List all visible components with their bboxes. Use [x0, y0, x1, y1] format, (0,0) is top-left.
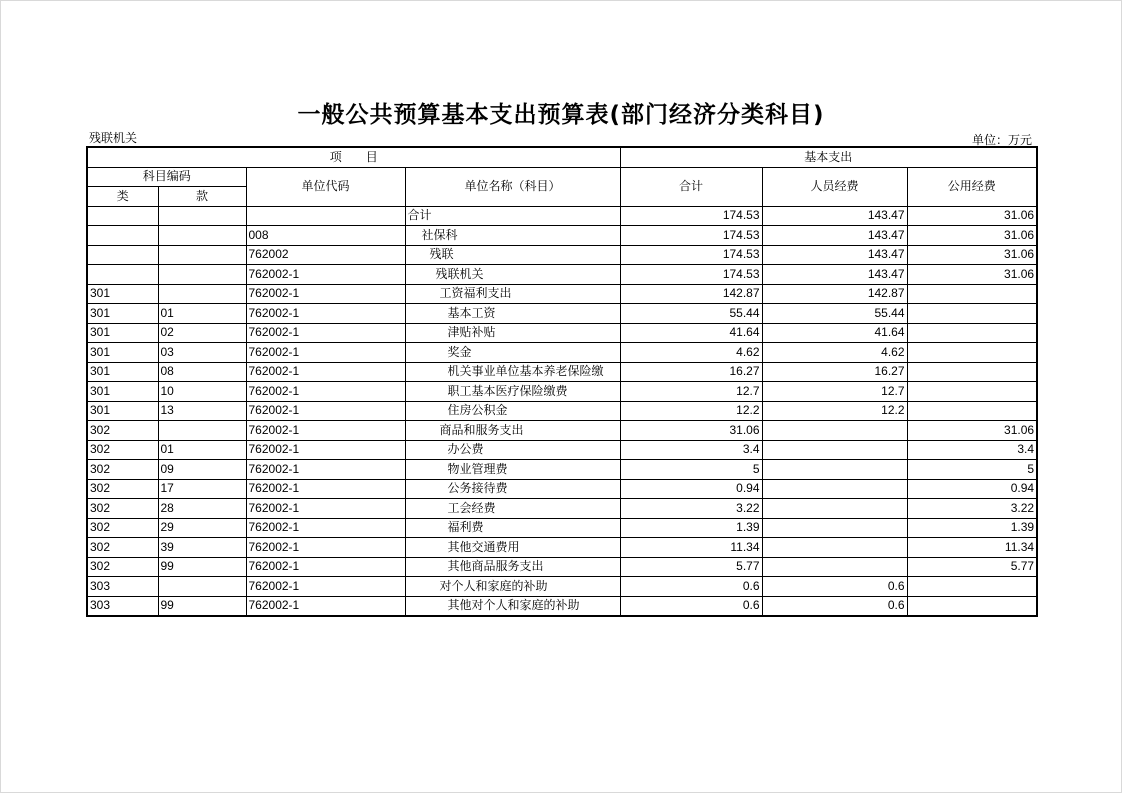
section-cell: 10	[158, 382, 246, 402]
total-cell: 3.4	[620, 440, 762, 460]
unit-name-cell: 其他商品服务支出	[405, 557, 620, 577]
section-cell: 29	[158, 518, 246, 538]
total-cell: 0.94	[620, 479, 762, 499]
public-cell: 31.06	[907, 226, 1037, 246]
category-cell	[87, 206, 158, 226]
unit-code-cell: 762002-1	[246, 284, 405, 304]
section-cell: 09	[158, 460, 246, 480]
table-row	[87, 499, 1037, 519]
header-unit-name: 单位名称（科目）	[405, 167, 620, 206]
personnel-cell: 142.87	[762, 284, 907, 304]
public-cell: 31.06	[907, 245, 1037, 265]
total-cell: 16.27	[620, 362, 762, 382]
table-row	[87, 304, 1037, 324]
public-cell: 3.22	[907, 499, 1037, 519]
category-cell: 302	[87, 460, 158, 480]
category-cell: 301	[87, 382, 158, 402]
table-row	[87, 343, 1037, 363]
public-cell	[907, 577, 1037, 597]
budget-table	[86, 146, 1038, 617]
category-cell: 301	[87, 362, 158, 382]
section-cell	[158, 265, 246, 285]
personnel-cell	[762, 538, 907, 558]
total-cell: 5.77	[620, 557, 762, 577]
section-cell	[158, 206, 246, 226]
category-cell	[87, 265, 158, 285]
personnel-cell: 12.7	[762, 382, 907, 402]
public-cell	[907, 401, 1037, 421]
table-row	[87, 265, 1037, 285]
total-cell: 11.34	[620, 538, 762, 558]
personnel-cell: 16.27	[762, 362, 907, 382]
section-cell	[158, 421, 246, 441]
table-row	[87, 479, 1037, 499]
unit-name-cell: 社保科	[405, 226, 620, 246]
personnel-cell	[762, 518, 907, 538]
public-cell: 31.06	[907, 265, 1037, 285]
unit-name-cell: 办公费	[405, 440, 620, 460]
total-cell: 31.06	[620, 421, 762, 441]
unit-name-cell: 津贴补贴	[405, 323, 620, 343]
table-row	[87, 284, 1037, 304]
unit-name-cell: 福利费	[405, 518, 620, 538]
unit-name-cell: 基本工资	[405, 304, 620, 324]
total-cell: 55.44	[620, 304, 762, 324]
page-title: 一般公共预算基本支出预算表(部门经济分类科目)	[297, 102, 825, 128]
category-cell: 301	[87, 304, 158, 324]
personnel-cell: 12.2	[762, 401, 907, 421]
unit-code-cell: 762002-1	[246, 479, 405, 499]
category-cell: 302	[87, 479, 158, 499]
public-cell: 31.06	[907, 421, 1037, 441]
unit-name-cell: 物业管理费	[405, 460, 620, 480]
table-row	[87, 382, 1037, 402]
header-basic-expense: 基本支出	[620, 147, 1037, 167]
unit-code-cell: 762002-1	[246, 265, 405, 285]
unit-code-cell: 762002-1	[246, 401, 405, 421]
personnel-cell	[762, 479, 907, 499]
organization-label: 残联机关	[89, 131, 138, 145]
public-cell	[907, 304, 1037, 324]
category-cell: 302	[87, 421, 158, 441]
unit-name-cell: 职工基本医疗保险缴费	[405, 382, 620, 402]
total-cell: 5	[620, 460, 762, 480]
header-row-1	[87, 147, 1037, 167]
personnel-cell: 55.44	[762, 304, 907, 324]
section-cell: 39	[158, 538, 246, 558]
unit-code-cell: 762002-1	[246, 577, 405, 597]
public-cell: 5.77	[907, 557, 1037, 577]
category-cell: 303	[87, 596, 158, 616]
total-cell: 12.2	[620, 401, 762, 421]
personnel-cell	[762, 421, 907, 441]
unit-code-cell	[246, 206, 405, 226]
personnel-cell: 143.47	[762, 265, 907, 285]
table-row	[87, 323, 1037, 343]
unit-label: 单位：万元	[971, 133, 1032, 147]
table-row	[87, 362, 1037, 382]
unit-code-cell: 762002-1	[246, 382, 405, 402]
personnel-cell	[762, 440, 907, 460]
unit-name-cell: 残联机关	[405, 265, 620, 285]
category-cell: 303	[87, 577, 158, 597]
table-row	[87, 401, 1037, 421]
unit-code-cell: 762002-1	[246, 304, 405, 324]
unit-name-cell: 工会经费	[405, 499, 620, 519]
public-cell: 11.34	[907, 538, 1037, 558]
unit-code-cell: 762002-1	[246, 421, 405, 441]
personnel-cell	[762, 499, 907, 519]
public-cell	[907, 343, 1037, 363]
category-cell: 301	[87, 401, 158, 421]
unit-name-cell: 住房公积金	[405, 401, 620, 421]
header-row-2	[87, 167, 1037, 187]
unit-code-cell: 762002-1	[246, 343, 405, 363]
personnel-cell	[762, 557, 907, 577]
section-cell: 03	[158, 343, 246, 363]
header-subject-code: 科目编码	[87, 167, 246, 187]
total-cell: 174.53	[620, 226, 762, 246]
public-cell	[907, 362, 1037, 382]
total-cell: 4.62	[620, 343, 762, 363]
category-cell: 302	[87, 499, 158, 519]
table-row	[87, 226, 1037, 246]
public-cell: 3.4	[907, 440, 1037, 460]
total-cell: 174.53	[620, 245, 762, 265]
category-cell: 302	[87, 440, 158, 460]
unit-name-cell: 其他对个人和家庭的补助	[405, 596, 620, 616]
category-cell: 301	[87, 323, 158, 343]
header-personnel: 人员经费	[762, 167, 907, 206]
section-cell: 99	[158, 596, 246, 616]
unit-name-cell: 对个人和家庭的补助	[405, 577, 620, 597]
header-total: 合计	[620, 167, 762, 206]
section-cell: 01	[158, 304, 246, 324]
total-cell: 174.53	[620, 265, 762, 285]
unit-code-cell: 762002-1	[246, 323, 405, 343]
unit-name-cell: 公务接待费	[405, 479, 620, 499]
table-row	[87, 557, 1037, 577]
personnel-cell	[762, 460, 907, 480]
unit-code-cell: 762002	[246, 245, 405, 265]
header-section: 款	[158, 187, 246, 207]
total-cell: 41.64	[620, 323, 762, 343]
unit-code-cell: 762002-1	[246, 518, 405, 538]
personnel-cell: 143.47	[762, 245, 907, 265]
section-cell: 01	[158, 440, 246, 460]
public-cell	[907, 323, 1037, 343]
unit-code-cell: 762002-1	[246, 538, 405, 558]
category-cell: 302	[87, 518, 158, 538]
unit-code-cell: 762002-1	[246, 460, 405, 480]
unit-code-cell: 762002-1	[246, 557, 405, 577]
unit-name-cell: 机关事业单位基本养老保险缴	[405, 362, 620, 382]
total-cell: 174.53	[620, 206, 762, 226]
category-cell	[87, 245, 158, 265]
unit-name-cell: 合计	[405, 206, 620, 226]
table-row	[87, 538, 1037, 558]
total-cell: 0.6	[620, 596, 762, 616]
unit-name-cell: 工资福利支出	[405, 284, 620, 304]
table-row	[87, 245, 1037, 265]
category-cell: 301	[87, 343, 158, 363]
total-cell: 142.87	[620, 284, 762, 304]
category-cell: 302	[87, 557, 158, 577]
public-cell	[907, 382, 1037, 402]
section-cell	[158, 284, 246, 304]
header-unit-code: 单位代码	[246, 167, 405, 206]
total-cell: 1.39	[620, 518, 762, 538]
public-cell	[907, 284, 1037, 304]
section-cell: 17	[158, 479, 246, 499]
section-cell: 28	[158, 499, 246, 519]
section-cell: 99	[158, 557, 246, 577]
header-item: 项 目	[87, 147, 620, 167]
total-cell: 0.6	[620, 577, 762, 597]
unit-code-cell: 762002-1	[246, 596, 405, 616]
header-category: 类	[87, 187, 158, 207]
unit-name-cell: 残联	[405, 245, 620, 265]
section-cell: 08	[158, 362, 246, 382]
public-cell: 0.94	[907, 479, 1037, 499]
table-row	[87, 518, 1037, 538]
total-cell: 12.7	[620, 382, 762, 402]
category-cell	[87, 226, 158, 246]
personnel-cell: 143.47	[762, 226, 907, 246]
category-cell: 302	[87, 538, 158, 558]
personnel-cell: 0.6	[762, 577, 907, 597]
category-cell: 301	[87, 284, 158, 304]
total-cell: 3.22	[620, 499, 762, 519]
table-row	[87, 577, 1037, 597]
table-row	[87, 460, 1037, 480]
unit-name-cell: 其他交通费用	[405, 538, 620, 558]
section-cell	[158, 245, 246, 265]
unit-code-cell: 008	[246, 226, 405, 246]
unit-name-cell: 奖金	[405, 343, 620, 363]
public-cell: 1.39	[907, 518, 1037, 538]
section-cell: 02	[158, 323, 246, 343]
unit-code-cell: 762002-1	[246, 440, 405, 460]
personnel-cell: 41.64	[762, 323, 907, 343]
unit-name-cell: 商品和服务支出	[405, 421, 620, 441]
header-public: 公用经费	[907, 167, 1037, 206]
personnel-cell: 4.62	[762, 343, 907, 363]
section-cell	[158, 226, 246, 246]
table-row	[87, 421, 1037, 441]
public-cell	[907, 596, 1037, 616]
public-cell: 31.06	[907, 206, 1037, 226]
personnel-cell: 143.47	[762, 206, 907, 226]
unit-code-cell: 762002-1	[246, 362, 405, 382]
personnel-cell: 0.6	[762, 596, 907, 616]
table-row	[87, 440, 1037, 460]
public-cell: 5	[907, 460, 1037, 480]
unit-code-cell: 762002-1	[246, 499, 405, 519]
section-cell: 13	[158, 401, 246, 421]
table-row	[87, 596, 1037, 616]
table-row	[87, 206, 1037, 226]
section-cell	[158, 577, 246, 597]
